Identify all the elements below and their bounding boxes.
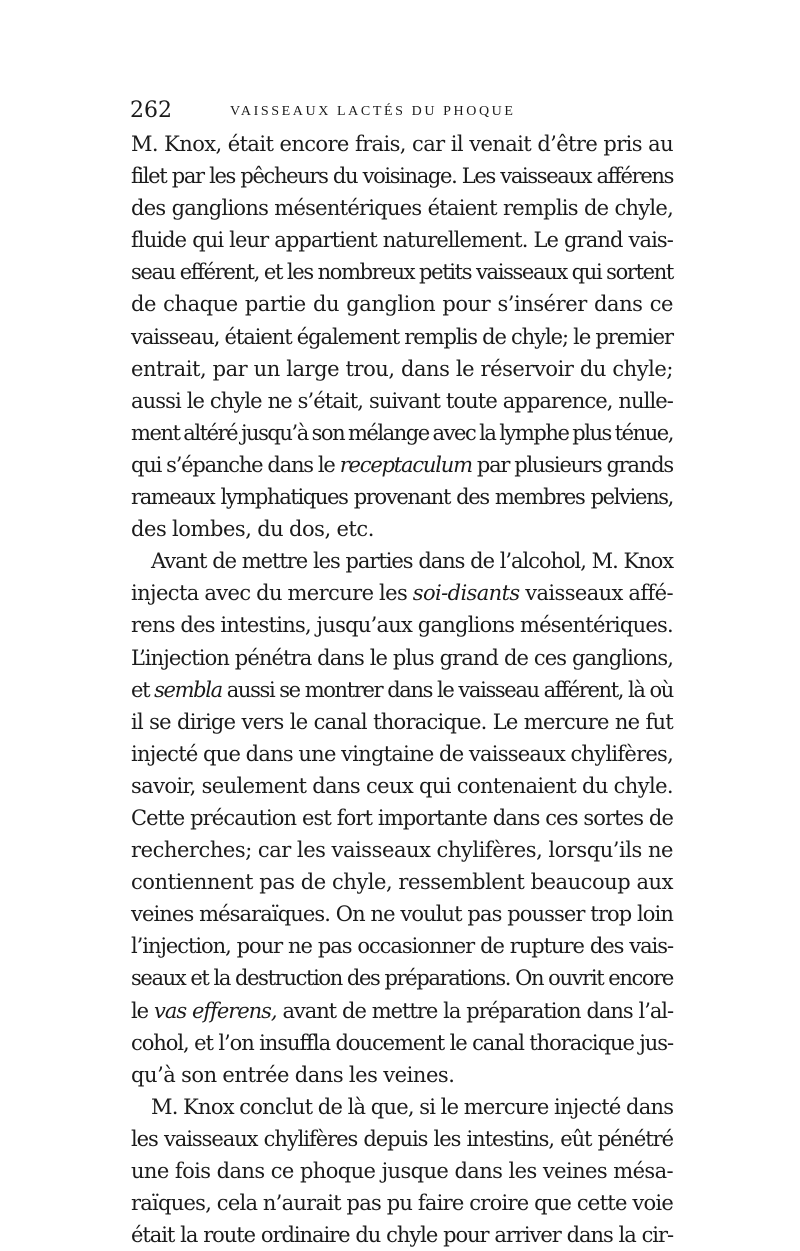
text-segment: qui s’épanche dans le (131, 452, 340, 477)
text-line (131, 577, 673, 609)
text-line: seau efférent, et les nombreux petits vaisseaux qui sortent (131, 260, 673, 285)
text-line: rens des intestins, jusqu’aux ganglions mésentériques. (131, 613, 673, 638)
text-line: injecté que dans une vingtaine de vaisseaux chylifères, (131, 741, 673, 766)
text-line: seaux et la destruction des préparations. On ouvrit encore (131, 966, 673, 991)
text-line: contiennent pas de chyle, ressemblent beaucoup aux (131, 870, 673, 895)
text-segment: avant de mettre la préparation dans l’al- (276, 998, 674, 1023)
text-line (131, 449, 673, 481)
text-line: M. Knox, était encore frais, car il venait d’être pris au (131, 132, 673, 156)
paragraph-start-line: Avant de mettre les parties dans de l’alcohol, M. Knox (151, 549, 673, 574)
text-line: vaisseau, étaient également remplis de chyle; le premier (131, 324, 673, 349)
text-line: était la route ordinaire du chyle pour arriver dans la cir- (131, 1223, 673, 1248)
text-line: qu’à son entrée dans les veines. (131, 1062, 455, 1087)
body-text (131, 128, 673, 1251)
italic-term: sembla (154, 677, 222, 702)
text-line: ment altéré jusqu’à son mélange avec la lymphe plus ténue, (131, 420, 673, 445)
running-head-title: VAISSEAUX LACTÉS DU PHOQUE (230, 104, 516, 119)
page-number: 262 (130, 98, 172, 123)
text-segment: vaisseaux affé- (519, 581, 673, 606)
text-line: des ganglions mésentériques étaient remplis de chyle, (131, 196, 673, 221)
text-line: des lombes, du dos, etc. (131, 517, 374, 542)
text-line: entrait, par un large trou, dans le réservoir du chyle; (131, 356, 673, 381)
text-segment: aussi se montrer dans le vaisseau afférent, là où (221, 677, 673, 702)
text-line: Cette précaution est fort importante dans ces sortes de (131, 805, 673, 830)
text-line: de chaque partie du ganglion pour s’insérer dans ce (131, 292, 673, 317)
text-line: savoir, seulement dans ceux qui contenaient du chyle. (131, 773, 673, 798)
text-segment: par plusieurs grands (471, 452, 673, 477)
text-segment: et (131, 677, 155, 702)
text-line: l’injection, pour ne pas occasionner de rupture des vais- (131, 934, 673, 959)
text-segment: le (131, 998, 155, 1023)
text-line: filet par les pêcheurs du voisinage. Les vaisseaux afférens (131, 164, 673, 189)
italic-term: receptaculum (339, 452, 472, 477)
text-line: L’injection pénétra dans le plus grand de ces ganglions, (131, 645, 673, 670)
italic-term: soi-disants (412, 581, 520, 606)
running-head (130, 98, 690, 124)
text-line: rameaux lymphatiques provenant des membres pelviens, (131, 485, 673, 510)
text-line: les vaisseaux chylifères depuis les intestins, eût pénétré (131, 1126, 673, 1151)
text-line (131, 995, 673, 1027)
italic-term: vas efferens, (154, 998, 277, 1023)
text-line: veines mésaraïques. On ne voulut pas pousser trop loin (131, 902, 673, 927)
text-line: une fois dans ce phoque jusque dans les veines mésa- (131, 1159, 673, 1183)
text-line: raïques, cela n’aurait pas pu faire croire que cette voie (131, 1191, 673, 1216)
text-line: il se dirige vers le canal thoracique. Le mercure ne fut (131, 709, 673, 734)
text-line: recherches; car les vaisseaux chylifères, lorsqu’ils ne (131, 838, 673, 863)
paragraph-start-line: M. Knox conclut de là que, si le mercure injecté dans (151, 1094, 674, 1119)
text-segment: injecta avec du mercure les (131, 581, 413, 606)
text-line: aussi le chyle ne s’était, suivant toute apparence, nulle- (131, 388, 673, 413)
text-line: cohol, et l’on insuffla doucement le canal thoracique jus- (131, 1030, 673, 1055)
text-line: fluide qui leur appartient naturellement. Le grand vais- (131, 228, 673, 253)
text-line (131, 674, 673, 706)
